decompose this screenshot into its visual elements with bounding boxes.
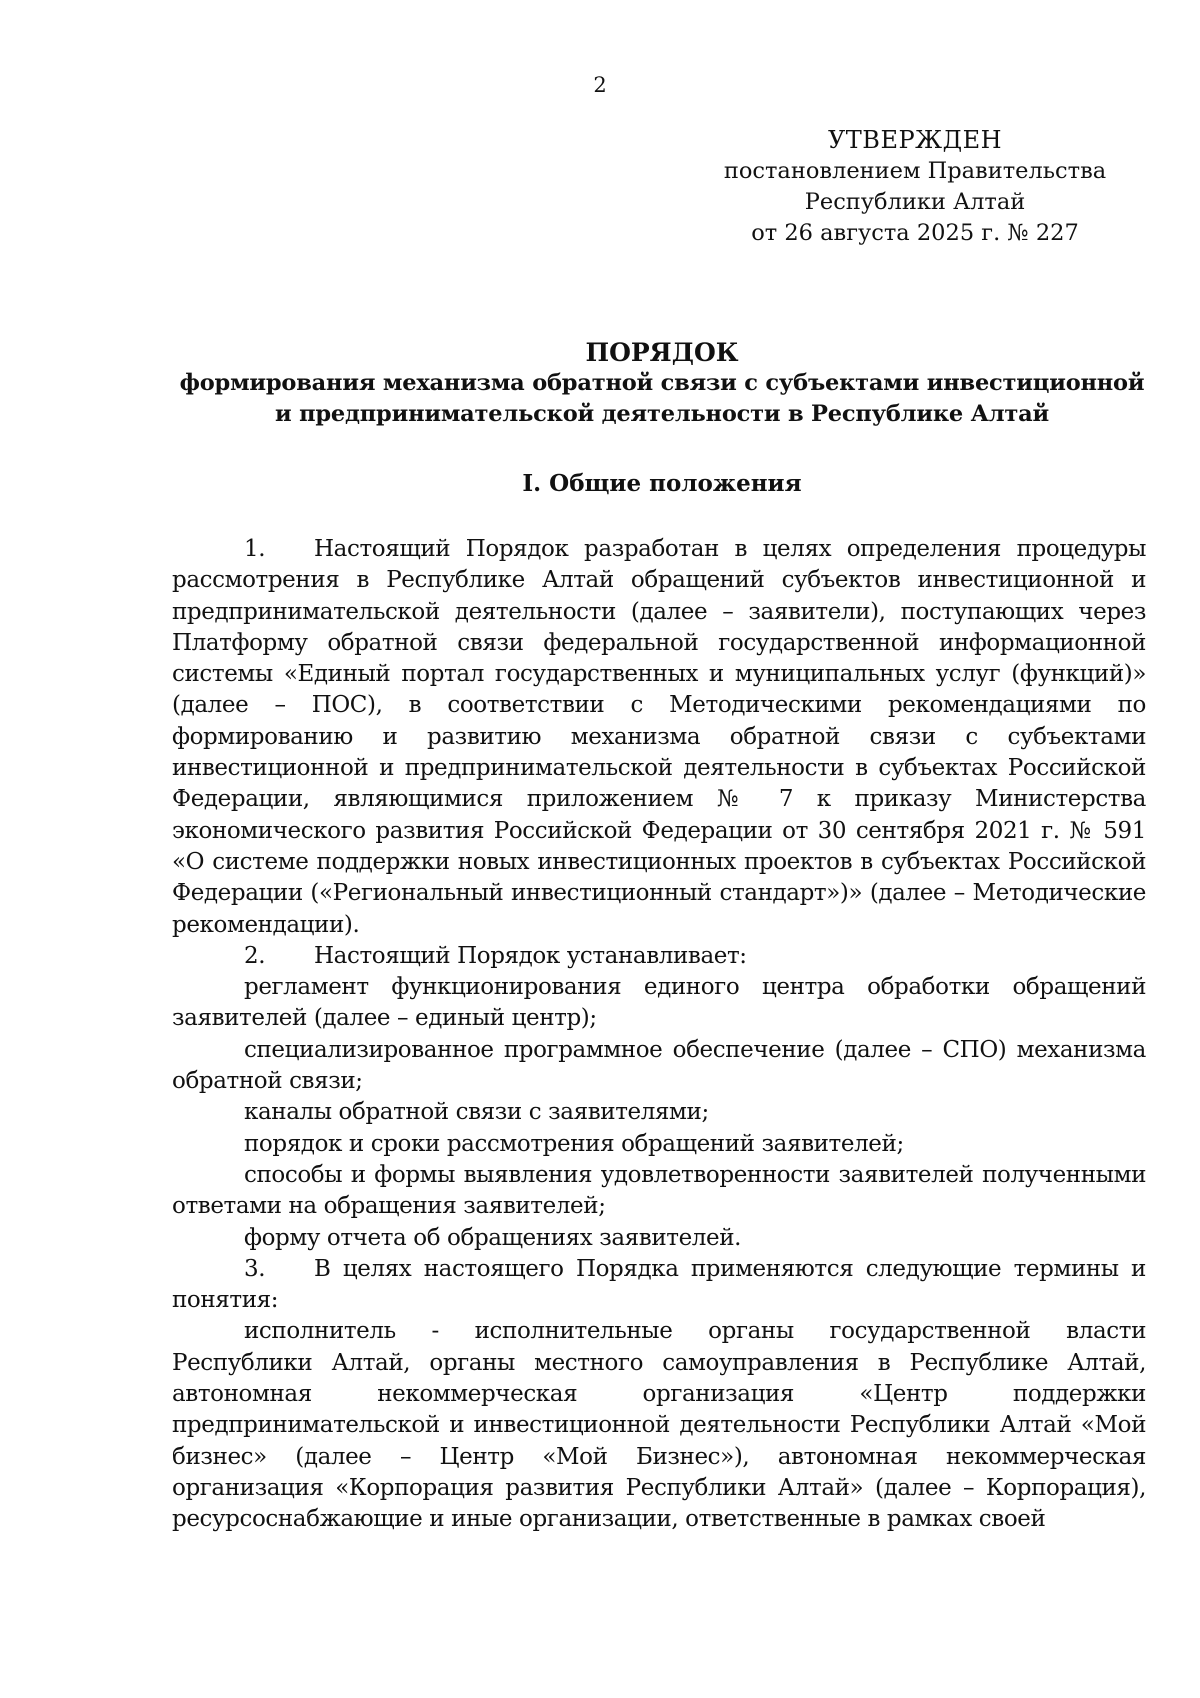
paragraph-text: Настоящий Порядок разработан в целях определения процедуры рассмотрения в Республике Алтай обращений субъектов инвестиционной и предпринимательской деятельности (далее – заявители), поступающих через Платформу обратной связи федеральной государственной информационной системы «Единый портал государственных и муниципальных услуг (функций)» (далее – ПОС), в соответствии с Методическими рекомендациями по формированию и развитию механизма обратной связи с субъектами инвестиционной и предпринимательской деятельности в субъектах Российской Федерации, являющимися приложением № 7 к приказу Министерства экономического развития Российской Федерации от 30 сентября 2021 г. № 591 «О системе поддержки новых инвестиционных проектов в субъектах Российской Федерации («Региональный инвестиционный стандарт»)» (далее – Методические рекомендации). xyxy=(172,536,1146,938)
paragraph-number: 2. xyxy=(244,942,266,969)
list-item xyxy=(172,1129,1146,1160)
paragraph-text: порядок и сроки рассмотрения обращений заявителей; xyxy=(244,1130,904,1157)
paragraph-text: Настоящий Порядок устанавливает: xyxy=(314,942,747,969)
paragraph-text: каналы обратной связи с заявителями; xyxy=(244,1099,709,1126)
document-heading xyxy=(172,338,1152,430)
approval-title: УТВЕРЖДЕН xyxy=(827,126,1003,154)
paragraph-1 xyxy=(172,534,1146,941)
list-item xyxy=(172,1097,1146,1128)
approval-line-1: постановлением Правительства xyxy=(723,158,1107,184)
list-item xyxy=(172,1035,1146,1098)
list-item xyxy=(172,1223,1146,1254)
approval-line-2: Республики Алтай xyxy=(804,189,1026,215)
paragraph-text: специализированное программное обеспечение (далее – СПО) механизма обратной связи; xyxy=(172,1036,1146,1095)
approval-stamp xyxy=(715,125,1115,249)
list-item xyxy=(172,1160,1146,1223)
document-body xyxy=(172,534,1146,1536)
document-title: ПОРЯДОК xyxy=(585,338,739,367)
paragraph-number: 3. xyxy=(244,1255,266,1282)
paragraph-number: 1. xyxy=(244,536,266,562)
paragraph-3 xyxy=(172,1254,1146,1317)
document-subtitle: формирования механизма обратной связи с субъектами инвестиционной и предпринимательской деятельности в Республике Алтай xyxy=(179,370,1145,427)
page-number: 2 xyxy=(593,73,607,97)
paragraph-text: исполнитель - исполнительные органы государственной власти Республики Алтай, органы местного самоуправления в Республике Алтай, автономная некоммерческая организация «Центр поддержки предпринимательской и инвестиционной деятельности Республики Алтай «Мой бизнес» (далее – Центр «Мой Бизнес»), автономная некоммерческая организация «Корпорация развития Республики Алтай» (далее – Корпорация), ресурсоснабжающие и иные организации, ответственные в рамках своей xyxy=(172,1318,1146,1533)
paragraph-text: способы и формы выявления удовлетворенности заявителей полученными ответами на обращения заявителей; xyxy=(172,1161,1146,1220)
paragraph-2 xyxy=(172,941,1146,972)
list-item xyxy=(172,972,1146,1035)
paragraph-text: форму отчета об обращениях заявителей. xyxy=(244,1224,742,1251)
paragraph-text: В целях настоящего Порядка применяются следующие термины и понятия: xyxy=(172,1255,1146,1314)
section-title: I. Общие положения xyxy=(522,470,802,497)
approval-line-3: от 26 августа 2025 г. № 227 xyxy=(751,220,1079,246)
list-item xyxy=(172,1316,1146,1535)
paragraph-text: регламент функционирования единого центра обработки обращений заявителей (далее – единый центр); xyxy=(172,974,1146,1032)
